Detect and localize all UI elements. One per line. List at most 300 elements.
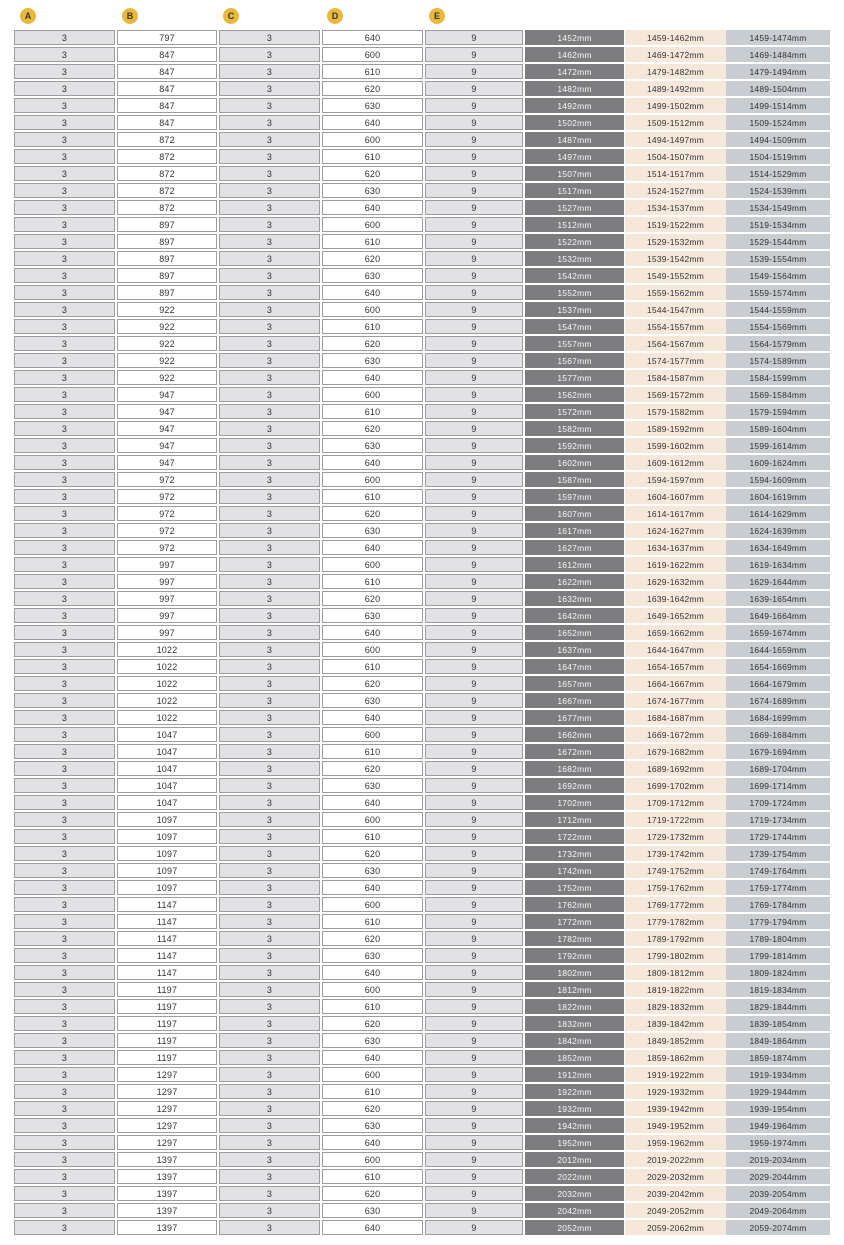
cell-d: 620 [322,846,423,861]
cell-e: 9 [425,353,523,368]
cell-f: 1732mm [525,846,624,861]
cell-b: 847 [117,115,217,130]
cell-b: 1097 [117,880,217,895]
cell-e: 9 [425,319,523,334]
cell-d: 620 [322,166,423,181]
cell-e: 9 [425,727,523,742]
cell-f: 1582mm [525,421,624,436]
cell-b: 1297 [117,1118,217,1133]
cell-e: 9 [425,47,523,62]
cell-c: 3 [219,540,320,555]
cell-h: 1524-1539mm [726,183,830,198]
cell-e: 9 [425,285,523,300]
cell-g: 1534-1537mm [625,200,726,215]
cell-b: 1047 [117,778,217,793]
cell-g: 1519-1522mm [625,217,726,232]
table-row [14,1220,830,1235]
cell-g: 1564-1567mm [625,336,726,351]
cell-h: 1614-1629mm [726,506,830,521]
cell-e: 9 [425,897,523,912]
cell-g: 1859-1862mm [625,1050,726,1065]
cell-b: 1397 [117,1186,217,1201]
cell-e: 9 [425,370,523,385]
cell-c: 3 [219,302,320,317]
cell-g: 1509-1512mm [625,115,726,130]
cell-c: 3 [219,1101,320,1116]
cell-h: 1699-1714mm [726,778,830,793]
cell-f: 1752mm [525,880,624,895]
cell-b: 972 [117,540,217,555]
cell-b: 847 [117,98,217,113]
cell-f: 1627mm [525,540,624,555]
cell-b: 872 [117,166,217,181]
cell-b: 997 [117,608,217,623]
cell-d: 640 [322,30,423,45]
cell-h: 1569-1584mm [726,387,830,402]
cell-h: 1919-1934mm [726,1067,830,1082]
cell-g: 1739-1742mm [625,846,726,861]
cell-f: 1692mm [525,778,624,793]
cell-c: 3 [219,778,320,793]
cell-e: 9 [425,336,523,351]
cell-e: 9 [425,1220,523,1235]
cell-b: 997 [117,625,217,640]
cell-h: 1594-1609mm [726,472,830,487]
cell-a: 3 [14,1186,115,1201]
cell-e: 9 [425,1169,523,1184]
table-row [14,761,830,776]
cell-g: 1459-1462mm [625,30,726,45]
cell-g: 1709-1712mm [625,795,726,810]
cell-g: 1669-1672mm [625,727,726,742]
cell-a: 3 [14,217,115,232]
cell-a: 3 [14,336,115,351]
cell-e: 9 [425,387,523,402]
cell-c: 3 [219,1084,320,1099]
cell-a: 3 [14,965,115,980]
cell-f: 1567mm [525,353,624,368]
cell-b: 1397 [117,1203,217,1218]
cell-a: 3 [14,1152,115,1167]
cell-h: 1584-1599mm [726,370,830,385]
cell-a: 3 [14,914,115,929]
cell-h: 1604-1619mm [726,489,830,504]
cell-c: 3 [219,608,320,623]
cell-b: 972 [117,489,217,504]
cell-e: 9 [425,761,523,776]
cell-d: 630 [322,948,423,963]
table-row [14,693,830,708]
cell-a: 3 [14,234,115,249]
table-row [14,642,830,657]
cell-h: 1684-1699mm [726,710,830,725]
cell-c: 3 [219,1169,320,1184]
cell-a: 3 [14,608,115,623]
cell-f: 1722mm [525,829,624,844]
cell-c: 3 [219,625,320,640]
cell-d: 640 [322,795,423,810]
cell-d: 630 [322,863,423,878]
cell-g: 1689-1692mm [625,761,726,776]
cell-b: 922 [117,370,217,385]
cell-d: 630 [322,693,423,708]
cell-h: 1729-1744mm [726,829,830,844]
cell-e: 9 [425,1016,523,1031]
cell-g: 1514-1517mm [625,166,726,181]
cell-f: 1632mm [525,591,624,606]
cell-f: 1662mm [525,727,624,742]
table-row [14,914,830,929]
cell-a: 3 [14,982,115,997]
cell-g: 1779-1782mm [625,914,726,929]
cell-f: 1782mm [525,931,624,946]
cell-e: 9 [425,489,523,504]
cell-d: 610 [322,659,423,674]
cell-e: 9 [425,149,523,164]
cell-g: 1819-1822mm [625,982,726,997]
table-row [14,523,830,538]
cell-b: 1022 [117,642,217,657]
cell-e: 9 [425,863,523,878]
cell-a: 3 [14,574,115,589]
cell-f: 1852mm [525,1050,624,1065]
cell-h: 1499-1514mm [726,98,830,113]
cell-f: 2032mm [525,1186,624,1201]
cell-g: 1554-1557mm [625,319,726,334]
cell-d: 620 [322,1186,423,1201]
cell-f: 1547mm [525,319,624,334]
cell-d: 600 [322,897,423,912]
cell-c: 3 [219,268,320,283]
cell-d: 610 [322,234,423,249]
cell-h: 1809-1824mm [726,965,830,980]
cell-d: 620 [322,1016,423,1031]
cell-d: 630 [322,1118,423,1133]
cell-e: 9 [425,30,523,45]
cell-f: 1597mm [525,489,624,504]
cell-c: 3 [219,234,320,249]
cell-c: 3 [219,999,320,1014]
cell-e: 9 [425,183,523,198]
cell-h: 1739-1754mm [726,846,830,861]
cell-a: 3 [14,64,115,79]
cell-h: 1494-1509mm [726,132,830,147]
table-row [14,115,830,130]
cell-d: 640 [322,625,423,640]
cell-f: 1552mm [525,285,624,300]
table-row [14,965,830,980]
cell-d: 630 [322,608,423,623]
table-row [14,438,830,453]
cell-h: 1504-1519mm [726,149,830,164]
cell-d: 600 [322,557,423,572]
cell-a: 3 [14,642,115,657]
cell-d: 640 [322,1050,423,1065]
cell-g: 1494-1497mm [625,132,726,147]
cell-c: 3 [219,98,320,113]
table-row [14,1203,830,1218]
cell-d: 630 [322,778,423,793]
cell-c: 3 [219,319,320,334]
cell-b: 872 [117,149,217,164]
cell-c: 3 [219,404,320,419]
cell-a: 3 [14,1101,115,1116]
cell-e: 9 [425,455,523,470]
cell-h: 1749-1764mm [726,863,830,878]
cell-d: 600 [322,472,423,487]
cell-d: 630 [322,438,423,453]
table-row [14,659,830,674]
cell-h: 2049-2064mm [726,1203,830,1218]
cell-d: 630 [322,1033,423,1048]
cell-a: 3 [14,1016,115,1031]
cell-a: 3 [14,863,115,878]
cell-g: 1664-1667mm [625,676,726,691]
cell-c: 3 [219,132,320,147]
cell-h: 1674-1689mm [726,693,830,708]
cell-a: 3 [14,1033,115,1048]
cell-a: 3 [14,251,115,266]
cell-g: 1684-1687mm [625,710,726,725]
table-row [14,404,830,419]
cell-a: 3 [14,897,115,912]
cell-d: 600 [322,812,423,827]
cell-g: 1549-1552mm [625,268,726,283]
table-row [14,472,830,487]
cell-e: 9 [425,778,523,793]
cell-c: 3 [219,914,320,929]
cell-e: 9 [425,404,523,419]
cell-g: 1469-1472mm [625,47,726,62]
cell-g: 1544-1547mm [625,302,726,317]
cell-f: 1832mm [525,1016,624,1031]
cell-d: 610 [322,64,423,79]
cell-c: 3 [219,676,320,691]
cell-h: 1549-1564mm [726,268,830,283]
cell-f: 1542mm [525,268,624,283]
cell-g: 1654-1657mm [625,659,726,674]
cell-g: 1839-1842mm [625,1016,726,1031]
cell-b: 1047 [117,795,217,810]
cell-e: 9 [425,591,523,606]
cell-c: 3 [219,761,320,776]
cell-g: 1559-1562mm [625,285,726,300]
cell-b: 997 [117,557,217,572]
cell-f: 2022mm [525,1169,624,1184]
cell-e: 9 [425,523,523,538]
cell-d: 640 [322,370,423,385]
cell-f: 1537mm [525,302,624,317]
cell-b: 897 [117,251,217,266]
cell-c: 3 [219,642,320,657]
table-row [14,1050,830,1065]
cell-b: 1197 [117,1033,217,1048]
table-row [14,1169,830,1184]
cell-c: 3 [219,64,320,79]
table-row [14,1152,830,1167]
cell-h: 1654-1669mm [726,659,830,674]
cell-d: 630 [322,183,423,198]
cell-d: 610 [322,489,423,504]
cell-c: 3 [219,370,320,385]
cell-f: 1527mm [525,200,624,215]
cell-d: 610 [322,914,423,929]
table-row [14,200,830,215]
cell-c: 3 [219,336,320,351]
cell-h: 2039-2054mm [726,1186,830,1201]
cell-c: 3 [219,1220,320,1235]
cell-h: 1689-1704mm [726,761,830,776]
table-row [14,897,830,912]
cell-f: 1622mm [525,574,624,589]
cell-e: 9 [425,710,523,725]
cell-h: 1639-1654mm [726,591,830,606]
cell-b: 872 [117,183,217,198]
cell-b: 1197 [117,1050,217,1065]
cell-g: 1919-1922mm [625,1067,726,1082]
cell-d: 620 [322,336,423,351]
cell-g: 1524-1527mm [625,183,726,198]
cell-e: 9 [425,982,523,997]
cell-d: 640 [322,200,423,215]
cell-e: 9 [425,914,523,929]
cell-g: 1614-1617mm [625,506,726,521]
cell-b: 872 [117,132,217,147]
cell-a: 3 [14,1050,115,1065]
cell-e: 9 [425,744,523,759]
table-row [14,999,830,1014]
cell-g: 1699-1702mm [625,778,726,793]
table-row [14,149,830,164]
cell-c: 3 [219,744,320,759]
cell-c: 3 [219,1152,320,1167]
cell-f: 1912mm [525,1067,624,1082]
cell-d: 610 [322,319,423,334]
cell-f: 1612mm [525,557,624,572]
cell-f: 1822mm [525,999,624,1014]
cell-d: 600 [322,302,423,317]
cell-b: 1047 [117,744,217,759]
cell-a: 3 [14,812,115,827]
cell-h: 1859-1874mm [726,1050,830,1065]
cell-g: 1829-1832mm [625,999,726,1014]
table-row [14,302,830,317]
cell-f: 2042mm [525,1203,624,1218]
cell-b: 897 [117,217,217,232]
cell-g: 1729-1732mm [625,829,726,844]
table-row [14,931,830,946]
cell-g: 1674-1677mm [625,693,726,708]
cell-h: 1519-1534mm [726,217,830,232]
cell-h: 1839-1854mm [726,1016,830,1031]
cell-c: 3 [219,200,320,215]
cell-a: 3 [14,999,115,1014]
cell-h: 2059-2074mm [726,1220,830,1235]
cell-h: 1534-1549mm [726,200,830,215]
cell-c: 3 [219,591,320,606]
badge-b: B [122,8,138,24]
cell-d: 610 [322,744,423,759]
cell-a: 3 [14,744,115,759]
table-row [14,557,830,572]
cell-g: 1639-1642mm [625,591,726,606]
cell-b: 1197 [117,999,217,1014]
cell-f: 1602mm [525,455,624,470]
cell-d: 640 [322,285,423,300]
cell-a: 3 [14,421,115,436]
cell-a: 3 [14,489,115,504]
cell-g: 1584-1587mm [625,370,726,385]
cell-e: 9 [425,557,523,572]
cell-b: 897 [117,285,217,300]
cell-g: 1594-1597mm [625,472,726,487]
table-row [14,166,830,181]
cell-g: 2049-2052mm [625,1203,726,1218]
cell-b: 947 [117,455,217,470]
cell-h: 1929-1944mm [726,1084,830,1099]
table-row [14,863,830,878]
cell-e: 9 [425,200,523,215]
cell-g: 1499-1502mm [625,98,726,113]
cell-h: 1479-1494mm [726,64,830,79]
cell-h: 1819-1834mm [726,982,830,997]
cell-e: 9 [425,217,523,232]
cell-a: 3 [14,1169,115,1184]
cell-b: 947 [117,438,217,453]
cell-e: 9 [425,999,523,1014]
cell-b: 997 [117,574,217,589]
table-row [14,829,830,844]
cell-c: 3 [219,982,320,997]
cell-f: 1952mm [525,1135,624,1150]
cell-h: 1624-1639mm [726,523,830,538]
cell-b: 872 [117,200,217,215]
cell-d: 610 [322,574,423,589]
cell-h: 1959-1974mm [726,1135,830,1150]
cell-h: 1634-1649mm [726,540,830,555]
table-row [14,30,830,45]
cell-g: 1949-1952mm [625,1118,726,1133]
cell-c: 3 [219,251,320,266]
cell-e: 9 [425,948,523,963]
cell-b: 1147 [117,948,217,963]
cell-f: 1617mm [525,523,624,538]
cell-d: 630 [322,523,423,538]
cell-d: 640 [322,1135,423,1150]
cell-d: 640 [322,455,423,470]
cell-e: 9 [425,812,523,827]
cell-f: 1802mm [525,965,624,980]
table-row [14,1101,830,1116]
cell-g: 1634-1637mm [625,540,726,555]
cell-h: 1599-1614mm [726,438,830,453]
cell-g: 1504-1507mm [625,149,726,164]
cell-b: 922 [117,319,217,334]
cell-f: 1922mm [525,1084,624,1099]
cell-f: 1497mm [525,149,624,164]
cell-d: 640 [322,115,423,130]
cell-a: 3 [14,285,115,300]
cell-e: 9 [425,880,523,895]
cell-e: 9 [425,1084,523,1099]
cell-d: 600 [322,47,423,62]
cell-h: 1574-1589mm [726,353,830,368]
cell-h: 1799-1814mm [726,948,830,963]
cell-b: 1147 [117,965,217,980]
table-row [14,778,830,793]
cell-c: 3 [219,863,320,878]
cell-c: 3 [219,693,320,708]
